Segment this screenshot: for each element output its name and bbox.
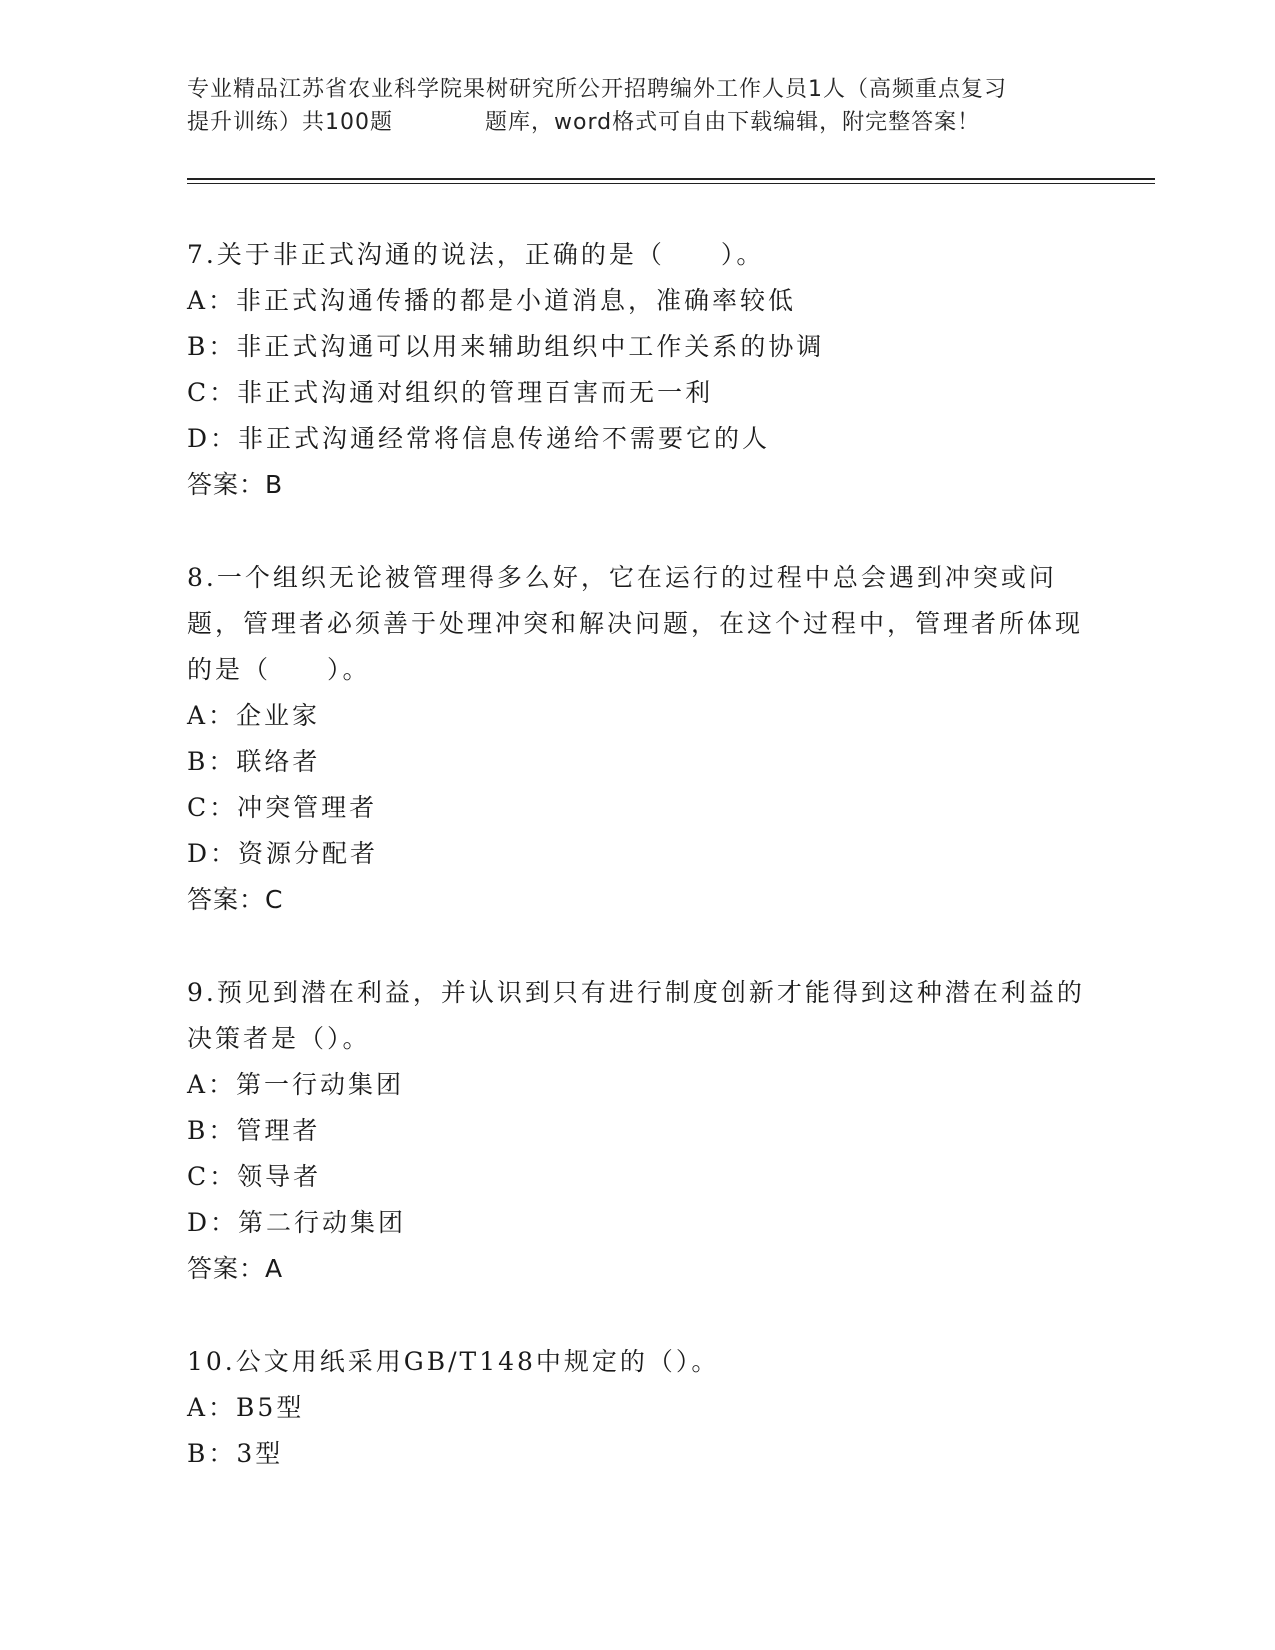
answer-label: 答案：A bbox=[187, 1254, 284, 1283]
header-divider-thin bbox=[187, 183, 1155, 184]
option-d: D：非正式沟通经常将信息传递给不需要它的人 bbox=[187, 424, 771, 453]
option-d: D：第二行动集团 bbox=[187, 1208, 407, 1237]
option-b: B：3型 bbox=[187, 1439, 284, 1468]
question-7 bbox=[187, 232, 1087, 508]
question-10 bbox=[187, 1339, 1087, 1477]
option-b: B：联络者 bbox=[187, 747, 321, 776]
question-text: 10.公文用纸采用GB/T148中规定的（）。 bbox=[187, 1347, 720, 1376]
option-a: A：企业家 bbox=[187, 701, 321, 730]
answer-label: 答案：C bbox=[187, 885, 284, 914]
header-line-2 bbox=[187, 106, 1087, 139]
document-header bbox=[187, 73, 1087, 139]
option-b: B：非正式沟通可以用来辅助组织中工作关系的协调 bbox=[187, 332, 825, 361]
answer-label: 答案：B bbox=[187, 470, 284, 499]
question-text: 7.关于非正式沟通的说法，正确的是（ ）。 bbox=[187, 240, 765, 269]
option-a: A：非正式沟通传播的都是小道消息，准确率较低 bbox=[187, 286, 797, 315]
question-9 bbox=[187, 970, 1087, 1292]
option-b: B：管理者 bbox=[187, 1116, 321, 1145]
option-c: C：非正式沟通对组织的管理百害而无一利 bbox=[187, 378, 714, 407]
question-text: 8.一个组织无论被管理得多么好，它在运行的过程中总会遇到冲突或问题，管理者必须善于处理冲突和解决问题，在这个过程中，管理者所体现的是（ ）。 bbox=[187, 563, 1084, 684]
question-list bbox=[187, 232, 1087, 1524]
question-text: 9.预见到潜在利益，并认识到只有进行制度创新才能得到这种潜在利益的决策者是（）。 bbox=[187, 978, 1085, 1053]
option-c: C：冲突管理者 bbox=[187, 793, 378, 822]
header-divider-thick bbox=[187, 178, 1155, 180]
option-c: C：领导者 bbox=[187, 1162, 322, 1191]
question-8 bbox=[187, 555, 1087, 923]
header-line-1: 专业精品江苏省农业科学院果树研究所公开招聘编外工作人员1人（高频重点复习 bbox=[187, 77, 1007, 102]
option-a: A：第一行动集团 bbox=[187, 1070, 405, 1099]
header-line-2-part-1: 提升训练）共100题 bbox=[187, 110, 393, 135]
header-line-2-part-2: 题库，word格式可自由下载编辑，附完整答案！ bbox=[485, 110, 981, 135]
option-d: D：资源分配者 bbox=[187, 839, 379, 868]
option-a: A：B5型 bbox=[187, 1393, 305, 1422]
